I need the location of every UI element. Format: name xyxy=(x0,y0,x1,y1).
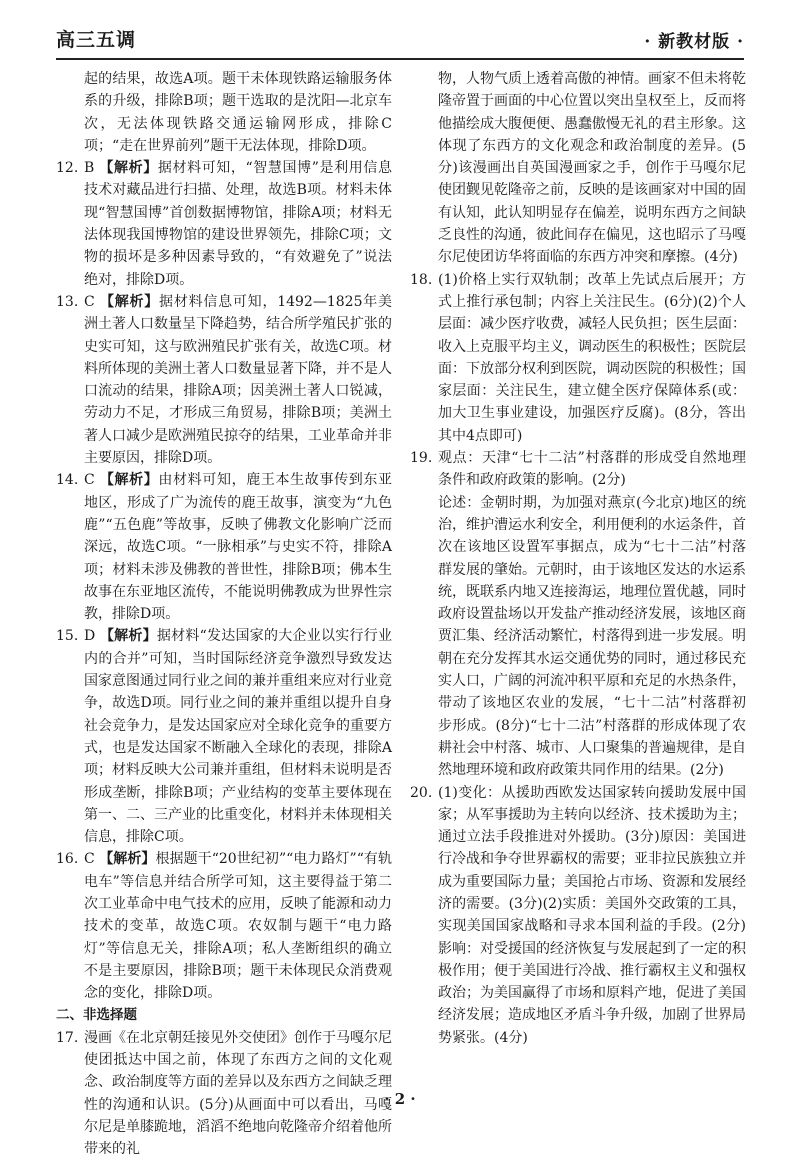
explanation-text: 观点：天津“七十二沽”村落群的形成受自然地理条件和政府政策的影响。(2分) xyxy=(438,450,746,489)
item-number: 20. xyxy=(410,784,433,801)
exam-title: 高三五调 xyxy=(56,29,137,51)
analysis-tag: 【解析】 xyxy=(99,472,159,489)
answer-letter: D xyxy=(84,628,96,645)
q19-argument: 论述：金朝时期，为加强对燕京(今北京)地区的统治，维护漕运水利安全，利用便利的水运条件，首次在该地区设置军事据点，成为“七十二沽”村落群发展的肇始。元朝时，由于该地区发达的水运系统，既联系内地又连接海运，地理位置优越，同时政府设置盐场以开发盐产推动经济发展，该地区商贾汇集、经济活动繁忙，村落得到进一步发展。明朝在充分发挥其水运交通优势的同时，通过移民充实人口，广阔的河流冲积平原和充足的水热条件，带动了该地区农业的发展，“七十二沽”村落群初步形成。(8分)“七十二沽”村落群的形成体现了农耕社会中村落、城市、人口聚集的普遍规律，是自然地理环境和政府政策共同作用的结果。(2分) xyxy=(438,494,746,779)
page-number: · 2 · xyxy=(384,1090,416,1108)
explanation-text: 据材料信息可知，1492—1825年美洲土著人口数量呈下降趋势，结合所学殖民扩张的史实可知，这与欧洲殖民扩张有关，故选C项。材料所体现的美洲土著人口数量显著下降，并不是人口流动的结果，排除A项；因美洲土著人口锐减，劳动力不足，才形成三角贸易，排除B项；美洲土著人口减少是欧洲殖民掠夺的结果，工业革命并非主要原因，排除D项。 xyxy=(84,293,393,467)
explanation-text: (1)变化：从援助西欧发达国家转向援助发展中国家；从军事援助为主转向以经济、技术援助为主；通过立法手段推进对外援助。(3分)原因：美国进行冷战和争夺世界霸权的需要；亚非拉民族独立并成为重要国际力量；美国抢占市场、资源和发展经济的需要。(3分)(2)实质：美国外交政策的工具，实现美国国家战略和寻求本国利益的手段。(2分)影响：对受援国的经济恢复与发展起到了一定的积极作用；便于美国进行冷战、推行霸权主义和强权政治；为美国赢得了市场和原料产地，促进了美国经济发展；造成地区矛盾斗争升级，加剧了世界局势紧张。(4分) xyxy=(438,784,746,1046)
section-heading: 二、非选择题 xyxy=(56,1007,137,1024)
answer-columns xyxy=(56,68,746,1161)
answer-item-16 xyxy=(56,848,392,1004)
explanation-text: 根据题干“20世纪初”“电力路灯”“有轨电车”等信息并结合所学可知，这主要得益于第二次工业革命中电气技术的应用，反映了能源和动力技术的变革，故选C项。农奴制与题干“电力路灯”等信息无关，排除A项；私人垄断组织的确立不是主要原因，排除B项；题干未体现民众消费观念的变化，排除D项。 xyxy=(84,851,392,1002)
answer-item-12 xyxy=(56,157,392,291)
explanation-text: 漫画《在北京朝廷接见外交使团》创作于马嘎尔尼使团抵达中国之前，体现了东西方之间的文化观念、政治制度等方面的差异以及东西方之间缺乏理性的沟通和认识。(5分)从画面中可以看出，马嘎尔尼是单膝跪地，滔滔不绝地向乾隆帝介绍着他所带来的礼 xyxy=(84,1029,392,1158)
left-column xyxy=(56,68,392,1161)
answer-item-15 xyxy=(56,625,392,848)
explanation-text: (1)价格上实行双轨制；改革上先试点后展开；方式上推行承包制；内容上关注民生。(6分)(2)个人层面：减少医疗收费，减轻人民负担；医生层面：收入上克服平均主义，调动医生的积极性；医院层面：下放部分权利到医院，调动医院的积极性；国家层面：关注民生，建立健全医疗保障体系(或：加大卫生事业建设，加强医疗反腐)。(8分，答出其中4点即可) xyxy=(438,271,746,444)
item-number: 13. xyxy=(56,293,79,310)
analysis-tag: 【解析】 xyxy=(99,293,160,310)
page-header xyxy=(56,18,744,60)
answer-item-20 xyxy=(410,782,746,1050)
answer-letter: C xyxy=(84,851,95,868)
item-number: 15. xyxy=(56,628,79,645)
item-number: 12. xyxy=(56,160,79,177)
answer-item-14 xyxy=(56,469,392,625)
explanation-text: 据材料“发达国家的大企业以实行行业内的合并”可知，当时国际经济竞争激烈导致发达国家意图通过同行业之间的兼并重组来应对行业竞争，故选D项。同行业之间的兼并重组以提升自身社会竞争力，是发达国家应对全球化竞争的重要方式，也是发达国家不断融入全球化的表现，排除A项；材料反映大公司兼并重组，但材料未说明是否形成垄断，排除B项；产业结构的变革主要体现在第一、二、三产业的比重变化，材料并未体现相关信息，排除C项。 xyxy=(84,628,393,846)
answer-letter: B xyxy=(84,160,95,177)
right-column xyxy=(410,68,746,1161)
analysis-tag: 【解析】 xyxy=(99,160,158,177)
item-number: 18. xyxy=(410,271,433,288)
answer-item-19 xyxy=(410,447,746,492)
edition-label: · 新教材版 · xyxy=(644,32,744,52)
answer-item-18 xyxy=(410,269,746,447)
answer-letter: C xyxy=(84,472,95,489)
explanation-text: 据材料可知，“智慧国博”是利用信息技术对藏品进行扫描、处理，故选B项。材料未体现“智慧国博”首创数据博物馆，排除A项；材料无法体现我国博物馆的建设世界领先，排除C项；文物的损坏是多种因素导致的，“有效避免了”说法绝对，排除D项。 xyxy=(84,160,393,288)
item-number: 14. xyxy=(56,472,79,489)
answer-item-13 xyxy=(56,291,392,469)
q11-continuation: 起的结果，故选A项。题干未体现铁路运输服务体系的升级，排除B项；题干选取的是沈阳—北京车次，无法体现铁路交通运输网形成，排除C项；“走在世界前列”题干无法体现，排除D项。 xyxy=(84,71,392,154)
analysis-tag: 【解析】 xyxy=(99,851,156,868)
analysis-tag: 【解析】 xyxy=(99,628,157,645)
q17-continuation: 物，人物气质上透着高傲的神情。画家不但未将乾隆帝置于画面的中心位置以突出皇权至上，反而将他描绘成大腹便便、愚蠢傲慢无礼的君主形象。这体现了东西方的文化观念和政治制度的差异。(5分)该漫画出自英国漫画家之手，创作于马嘎尔尼使团觐见乾隆帝之前，反映的是该画家对中国的固有认知，此认知明显存在偏差，说明东西方之间缺乏良性的沟通，彼此间存在偏见，这也昭示了马嘎尔尼使团访华将面临的东西方冲突和摩擦。(4分) xyxy=(438,71,746,266)
item-number: 16. xyxy=(56,851,79,868)
item-number: 17. xyxy=(56,1029,79,1046)
item-number: 19. xyxy=(410,450,433,467)
answer-letter: C xyxy=(84,293,95,310)
explanation-text: 由材料可知，鹿王本生故事传到东亚地区，形成了广为流传的鹿王故事，演变为“九色鹿”“五色鹿”等故事，反映了佛教文化影响广泛而深远，故选C项。“一脉相承”与史实不符，排除A项；材料未涉及佛教的普世性，排除B项；佛本生故事在东亚地区流传，不能说明佛教成为世界性宗教，排除D项。 xyxy=(84,472,393,623)
